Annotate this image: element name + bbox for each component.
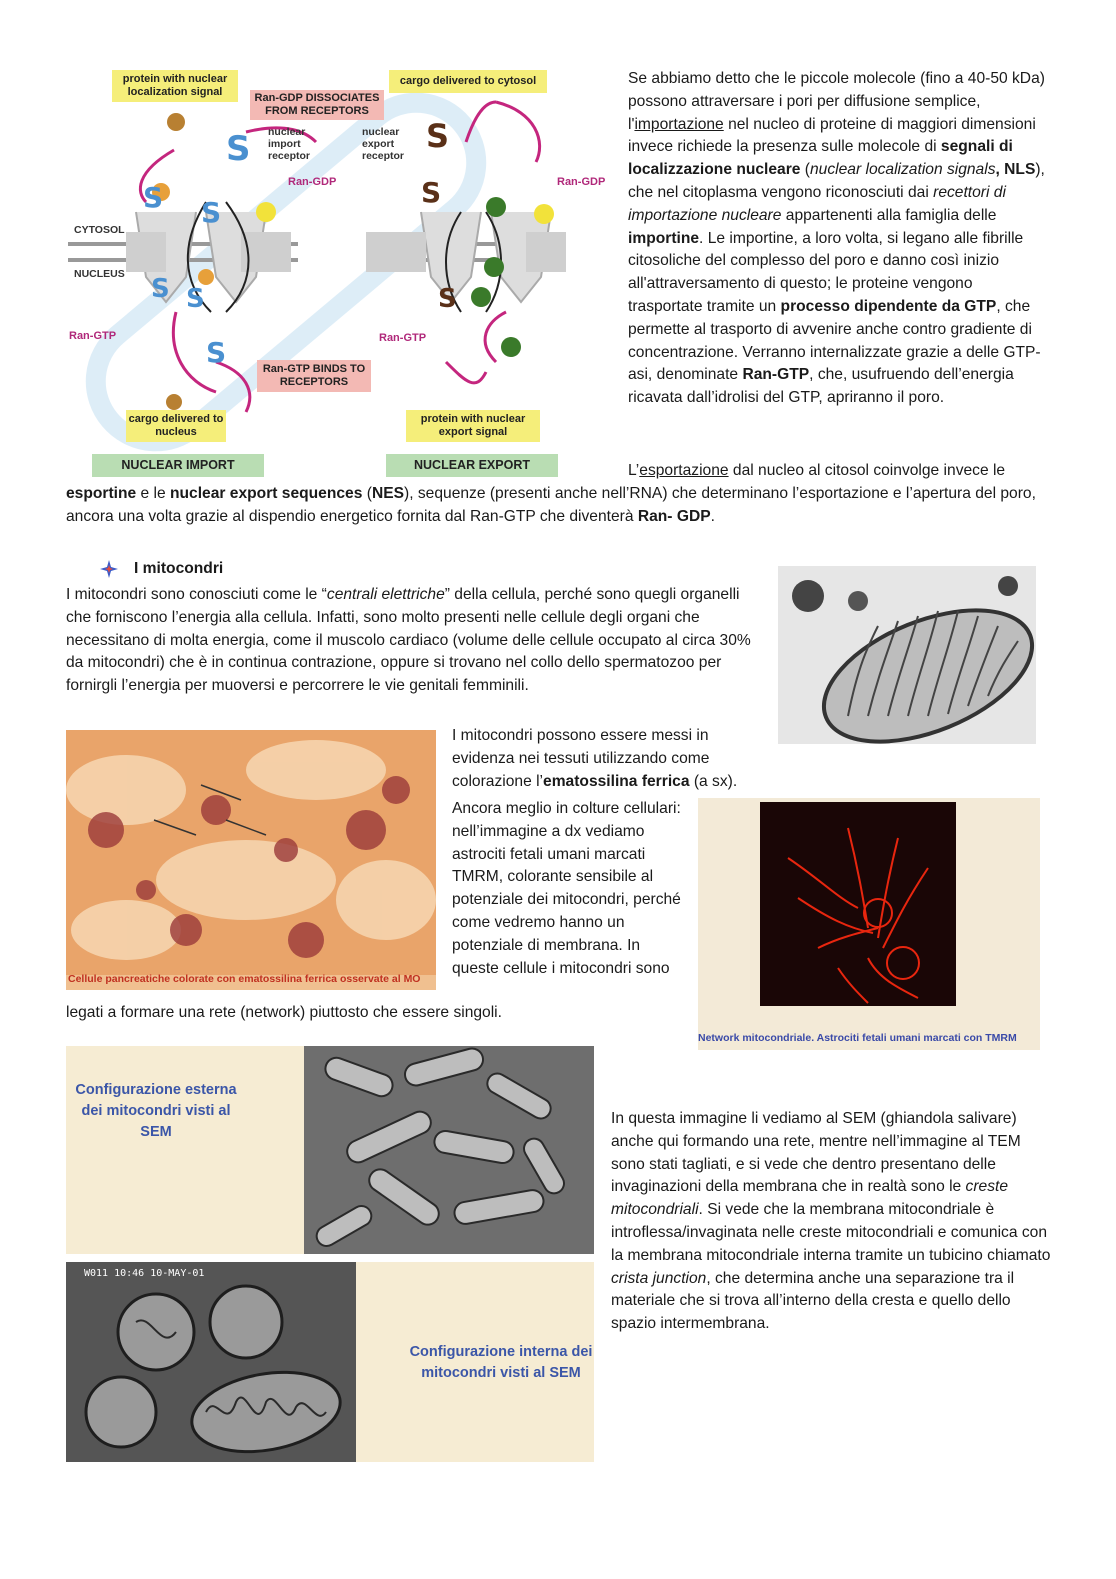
sem-internal-panel (66, 1262, 594, 1462)
title-nuclear-export: NUCLEAR EXPORT (386, 454, 558, 477)
text-segment: appartenenti alla famiglia delle (781, 206, 997, 224)
svg-text:S: S (143, 181, 164, 214)
text-bold: importine (628, 229, 700, 247)
pancreas-drawing (66, 730, 436, 975)
text-bold: Ran-GTP (742, 366, 810, 384)
text-segment: . (710, 507, 715, 525)
text-bold: NES (371, 484, 405, 502)
text-segment: , che permette al trasporto di avvenire anche contro gradiente di concentrazione. Verranno internalizzate grazie a delle GTP-asi, denominate (628, 297, 1041, 384)
bullet-star-icon (100, 560, 120, 580)
text-segment: . Si vede che la membrana mitocondriale è introflessa/invaginata nelle creste mitocondriali e comunica con la membrana mitocondriale interna tramite un tubicino chiamato (611, 1201, 1051, 1264)
label-ran-gtp-binds: Ran-GTP BINDS TO RECEPTORS (257, 360, 371, 392)
paragraph-import (628, 68, 1048, 410)
text-italic: crista junction (611, 1269, 707, 1287)
text-segment: ” della cellula, perché sono quegli organelli che forniscono l’energia alla cellula. Infatti, sono molto presenti nelle cellule degli organi che necessitano di molta energia, come il muscolo cardiaco (volume delle cellule occupato al circa 30% da mitocondri) che è in continua contrazione, oppure si trovano nel collo dello spermatozoo per fornirgli l’energia per muoversi e percorrere le vie genitali femminili. (66, 586, 751, 695)
label-protein-nls: protein with nuclear localization signal (112, 70, 238, 102)
paragraph-staining (452, 725, 772, 793)
text-bold: ematossilina ferrica (543, 772, 690, 790)
text-segment: (a sx). (689, 772, 738, 790)
title-nuclear-import: NUCLEAR IMPORT (92, 454, 264, 477)
label-ran-gdp-left: Ran-GDP (288, 176, 337, 188)
label-import-receptor: nuclear import receptor (268, 126, 311, 162)
svg-text:S: S (201, 196, 222, 229)
text-italic: nuclear localization signals (810, 161, 996, 179)
text-underlined: importazione (634, 115, 724, 133)
svg-text:S: S (151, 274, 170, 304)
caption-network: Network mitocondriale. Astrociti fetali umani marcati con TMRM (698, 1032, 1017, 1044)
paragraph-mitochondria-intro (66, 584, 766, 698)
mitochondrial-network-image (698, 798, 1040, 1050)
label-export-receptor: nuclear export receptor (362, 126, 405, 162)
text-bold: , NLS (995, 161, 1036, 179)
svg-text:S: S (438, 284, 457, 314)
paragraph-export (66, 460, 1046, 528)
text-segment: , che, usufruendo dell’energia ricavata dall’idrolisi del GTP, apriranno il poro. (628, 366, 1014, 407)
label-protein-nes: protein with nuclear export signal (406, 410, 540, 442)
label-cargo-nucleus: cargo delivered to nucleus (126, 410, 226, 442)
text-italic: creste mitocondriali (611, 1178, 1009, 1219)
label-ran-gtp-left: Ran-GTP (69, 330, 117, 342)
label-ran-gtp-right: Ran-GTP (379, 332, 427, 344)
label-nucleus: NUCLEUS (74, 268, 125, 280)
paragraph-cultures-end: legati a formare una rete (network) piuttosto che essere singoli. (66, 1004, 502, 1021)
text-segment: Se abbiamo detto che le piccole molecole (fino a 40-50 kDa) possono attraversare i pori per diffusione semplice, l' (628, 70, 1045, 133)
pancreatic-cells-image (66, 730, 436, 990)
text-segment: . Le importine, a loro volta, si legano alle fibrille citosoliche del complesso del poro e danno così inizio all'attraversamento di questo; le proteine vengono trasportate tramite un (628, 229, 1024, 315)
text-italic: centrali elettriche (326, 586, 445, 603)
paragraph-cultures (452, 798, 688, 980)
text-segment: e le (136, 484, 170, 502)
svg-text:S: S (226, 129, 251, 169)
section-title: I mitocondri (134, 560, 224, 577)
svg-text:S: S (421, 176, 442, 209)
text-segment: , che determina anche una separazione tra il materiale che si trova all’interno della cresta e quello dello spazio intermembrana. (611, 1269, 1015, 1333)
tem-drawing (778, 566, 1036, 744)
label-cytosol: CYTOSOL (74, 224, 125, 236)
sem-external-panel (66, 1046, 594, 1254)
text-bold: esportine (66, 484, 137, 502)
text-segment: I mitocondri possono essere messi in evidenza nei tessuti utilizzando come colorazione l’ (452, 727, 710, 790)
sem-internal-label: Configurazione interna dei mitocondri visti al SEM (409, 1344, 593, 1381)
text-underlined: esportazione (639, 462, 729, 479)
text-segment: In questa immagine li vediamo al SEM (ghiandola salivare) anche qui formando una rete, mentre nell’immagine al TEM sono stati tagliati, e si vede che dentro presentano delle invaginazioni della membrana che in realtà sono le (611, 1110, 1021, 1196)
text-bold: Ran- GDP (637, 507, 711, 525)
text-bold: segnali di localizzazione nucleare (628, 138, 1013, 179)
text-segment: Ancora meglio in colture cellulari: nell’immagine a dx vediamo astrociti fetali umani marcati TMRM, colorante sensibile al potenziale dei mitocondri, perché come vedremo hanno un potenziale di membrana. In queste cellule i mitocondri sono (452, 800, 681, 977)
sem-internal-image (66, 1262, 356, 1462)
svg-text:S: S (206, 336, 227, 369)
text-segment: I mitocondri sono conosciuti come le “ (66, 586, 327, 603)
tem-mitochondrion-image (778, 566, 1036, 744)
label-ran-gdp-right: Ran-GDP (557, 176, 606, 188)
svg-text:S: S (186, 284, 205, 314)
sem-external-label: Configurazione esterna dei mitocondri visti al SEM (75, 1082, 237, 1140)
text-bold: processo dipendente da GTP (780, 297, 997, 315)
label-cargo-cytosol: cargo delivered to cytosol (389, 70, 547, 93)
network-drawing (698, 798, 1040, 1050)
nuclear-transport-figure (66, 62, 614, 480)
export-pore (366, 212, 566, 312)
caption-pancreas: Cellule pancreatiche colorate con ematossilina ferrica osservate al MO (68, 973, 421, 985)
svg-text:S: S (426, 117, 450, 155)
label-ran-gdp-dissociates: Ran-GDP DISSOCIATES FROM RECEPTORS (250, 90, 384, 120)
text-segment: L’ (628, 462, 640, 479)
sem-stamp: W011 10:46 10-MAY-01 (84, 1268, 205, 1279)
sem-external-image (304, 1046, 594, 1254)
text-segment: dal nucleo al citosol coinvolge invece le (728, 462, 1006, 479)
text-bold: nuclear export sequences (170, 484, 363, 502)
text-segment: ), che nel citoplasma vengono riconosciuti dai (628, 161, 1045, 201)
section-heading (100, 558, 400, 582)
text-segment: ( (362, 484, 372, 502)
text-segment: nel nucleo di proteine di maggiori dimensioni invece richiede la presenza sulle molecole di (628, 115, 1036, 156)
text-italic: recettori di importazione nucleare (628, 183, 1006, 224)
text-segment: ), sequenze (presenti anche nell’RNA) che determinano l’esportazione e l’apertura del poro, ancora una volta grazie al dispendio energetico fornita dal Ran-GTP che diventerà (66, 484, 1036, 525)
text-segment: ( (800, 161, 810, 179)
paragraph-sem-tem (611, 1108, 1051, 1336)
